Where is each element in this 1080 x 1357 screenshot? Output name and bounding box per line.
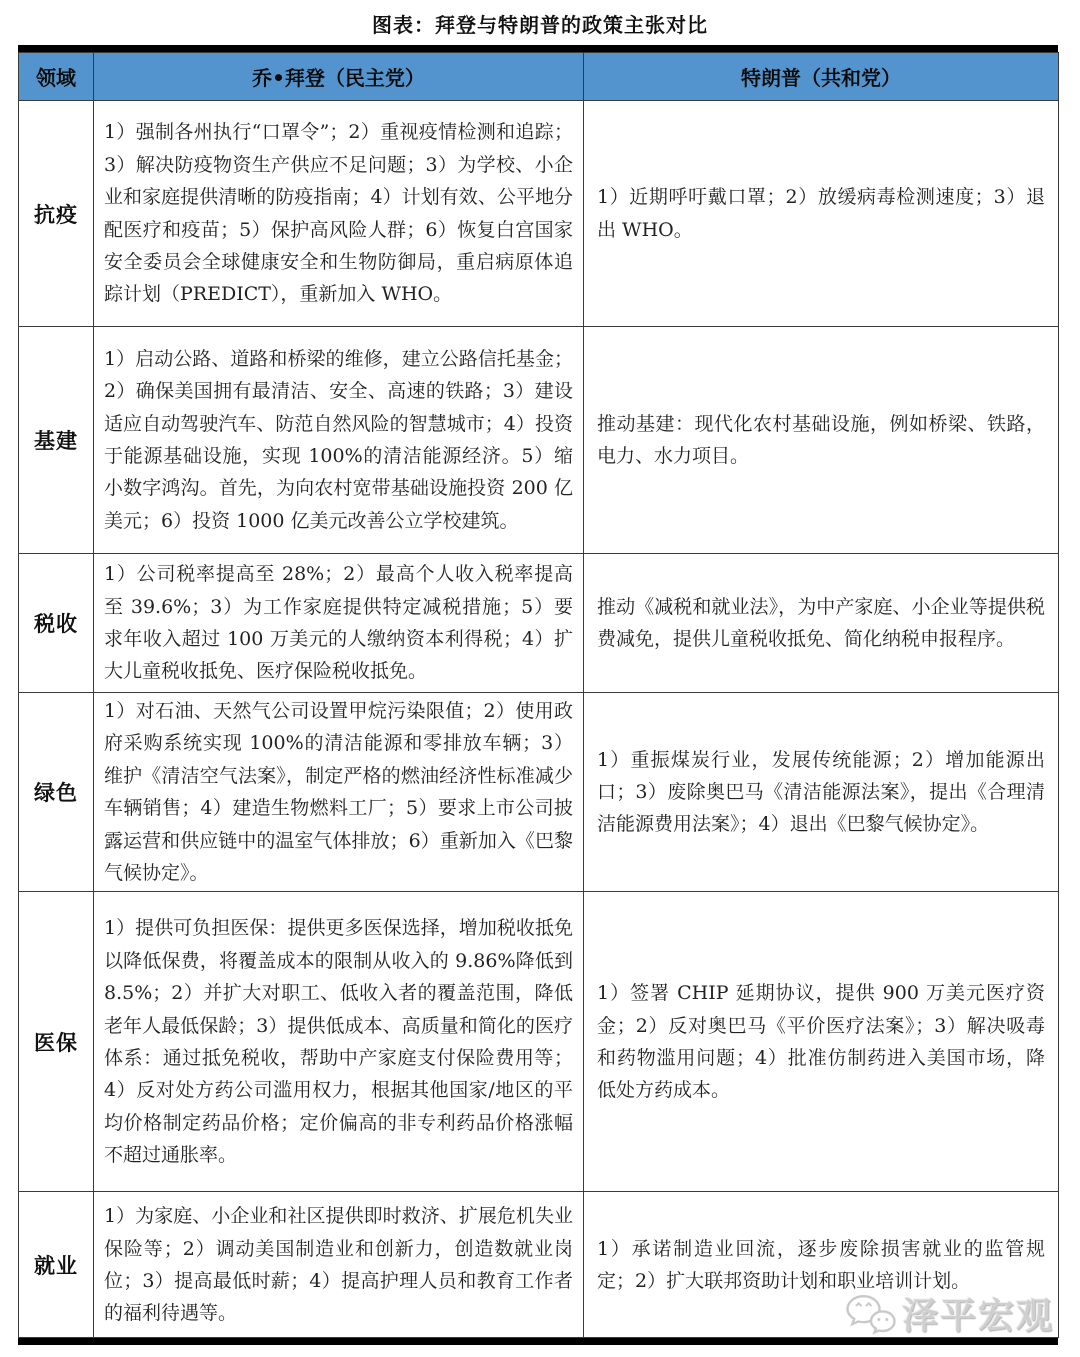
header-cell-domain: 领域	[19, 53, 94, 101]
table-row-pandemic	[19, 101, 1059, 327]
row-label: 就业	[19, 1192, 94, 1338]
biden-policy-cell: 1）对石油、天然气公司设置甲烷污染限值；2）使用政府采购系统实现 100%的清洁能源和零排放车辆；3）维护《清洁空气法案》，制定严格的燃油经济性标准减少车辆销售；4）建造生物燃料工厂；5）要求上市公司披露运营和供应链中的温室气体排放；6）重新加入《巴黎气候协定》。	[94, 693, 584, 892]
header-cell-biden: 乔•拜登（民主党）	[94, 53, 584, 101]
trump-policy-cell: 推动《减税和就业法》，为中产家庭、小企业等提供税费减免，提供儿童税收抵免、简化纳税申报程序。	[584, 554, 1059, 693]
biden-policy-cell: 1）公司税率提高至 28%；2）最高个人收入税率提高至 39.6%；3）为工作家庭提供特定减税措施；5）要求年收入超过 100 万美元的人缴纳资本利得税；4）扩大儿童税收抵免、医疗保险税收抵免。	[94, 554, 584, 693]
table-row-tax	[19, 554, 1059, 693]
biden-policy-cell: 1）提供可负担医保：提供更多医保选择，增加税收抵免以降低保费，将覆盖成本的限制从收入的 9.86%降低到 8.5%；2）并扩大对职工、低收入者的覆盖范围，降低老年人最低保龄；3）提供低成本、高质量和简化的医疗体系：通过抵免税收，帮助中产家庭支付保险费用等；4）反对处方药公司滥用权力，根据其他国家/地区的平均价格制定药品价格；定价偏高的非专利药品价格涨幅不超过通胀率。	[94, 892, 584, 1192]
table-row-green	[19, 693, 1059, 892]
row-label: 医保	[19, 892, 94, 1192]
trump-policy-cell: 1）近期呼吁戴口罩；2）放缓病毒检测速度；3）退出 WHO。	[584, 101, 1059, 327]
row-label: 税收	[19, 554, 94, 693]
header-row	[19, 53, 1059, 101]
row-label: 绿色	[19, 693, 94, 892]
row-label: 基建	[19, 327, 94, 554]
table-row-employment	[19, 1192, 1059, 1338]
trump-policy-cell: 推动基建：现代化农村基础设施，例如桥梁、铁路，电力、水力项目。	[584, 327, 1059, 554]
policy-comparison-table-wrap	[18, 45, 1058, 1345]
row-label: 抗疫	[19, 101, 94, 327]
header-cell-trump: 特朗普（共和党）	[584, 53, 1059, 101]
biden-policy-cell: 1）启动公路、道路和桥梁的维修，建立公路信托基金；2）确保美国拥有最清洁、安全、高速的铁路；3）建设适应自动驾驶汽车、防范自然风险的智慧城市；4）投资于能源基础设施，实现 100%的清洁能源经济。5）缩小数字鸿沟。首先，为向农村宽带基础设施投资 200 亿美元；6）投资 1000 亿美元改善公立学校建筑。	[94, 327, 584, 554]
biden-policy-cell: 1）为家庭、小企业和社区提供即时救济、扩展危机失业保险等；2）调动美国制造业和创新力，创造数就业岗位；3）提高最低时薪；4）提高护理人员和教育工作者的福利待遇等。	[94, 1192, 584, 1338]
policy-comparison-table	[18, 52, 1059, 1338]
trump-policy-cell: 1）签署 CHIP 延期协议，提供 900 万美元医疗资金；2）反对奥巴马《平价医疗法案》；3）解决吸毒和药物滥用问题；4）批准仿制药进入美国市场，降低处方药成本。	[584, 892, 1059, 1192]
page-title: 图表：拜登与特朗普的政策主张对比	[372, 13, 708, 37]
biden-policy-cell: 1）强制各州执行“口罩令”；2）重视疫情检测和追踪；3）解决防疫物资生产供应不足问题；3）为学校、小企业和家庭提供清晰的防疫指南；4）计划有效、公平地分配医疗和疫苗；5）保护高风险人群；6）恢复白宫国家安全委员会全球健康安全和生物防御局，重启病原体追踪计划（PREDICT），重新加入 WHO。	[94, 101, 584, 327]
table-row-infrastructure	[19, 327, 1059, 554]
trump-policy-cell: 1）重振煤炭行业，发展传统能源；2）增加能源出口；3）废除奥巴马《清洁能源法案》，提出《合理清洁能源费用法案》；4）退出《巴黎气候协定》。	[584, 693, 1059, 892]
trump-policy-cell: 1）承诺制造业回流，逐步废除损害就业的监管规定；2）扩大联邦资助计划和职业培训计划。	[584, 1192, 1059, 1338]
watermark-text: 泽平宏观	[901, 1295, 1054, 1337]
table-row-healthcare	[19, 892, 1059, 1192]
